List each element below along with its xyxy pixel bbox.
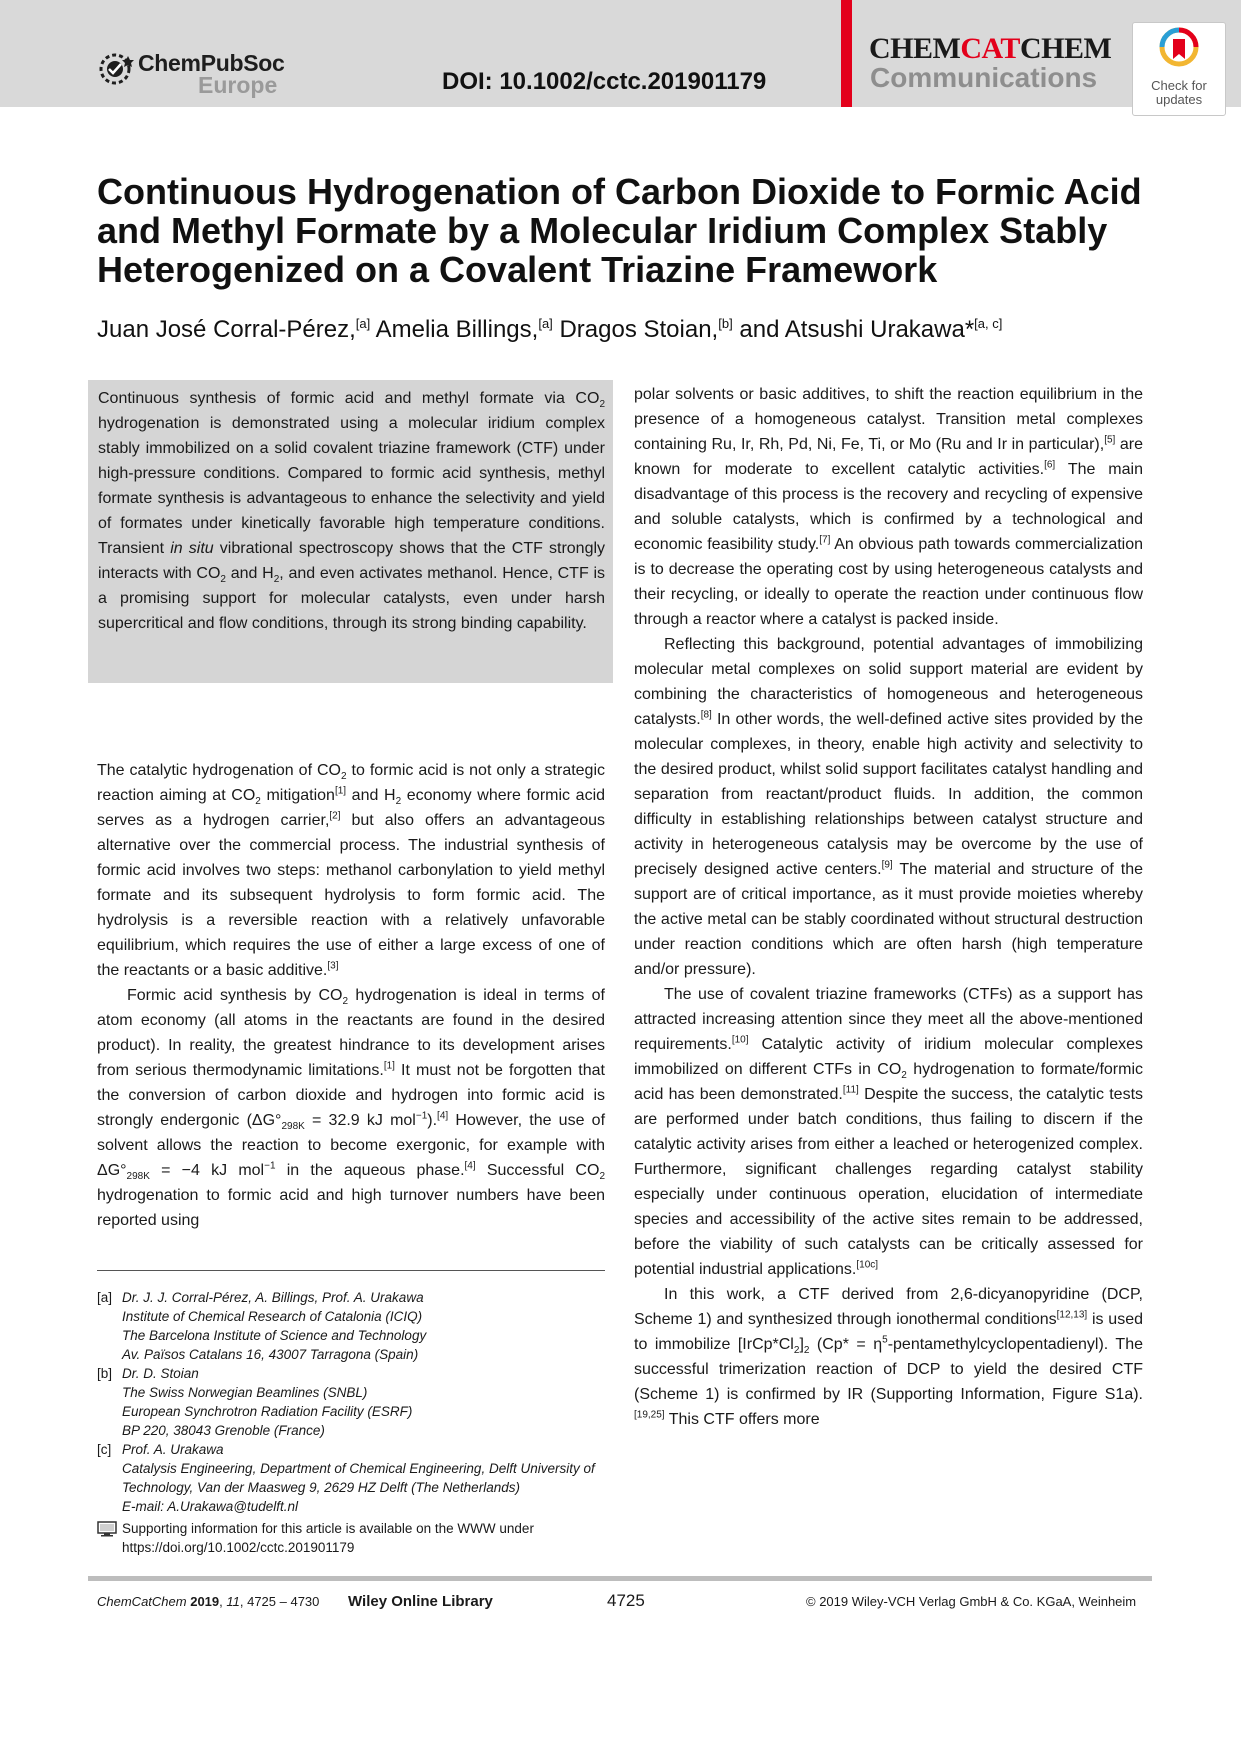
body-text: but also offers an advantageous alternative over the commercial process. The industrial synthesis of formic acid involves two steps: methanol carbonylation to yield methyl formate and its subsequent hydrolysis to form formic acid. The hydrolysis is a reversible reaction with a relatively unfavorable equilibrium, which requires the use of either a large excess of one of the reactants or a basic additive.: [97, 812, 606, 979]
body-text: polar solvents or basic additives, to shift the reaction equilibrium in the presence of a homogeneous catalyst. Transition metal complexes containing Ru, Ir, Rh, Pd, Ni, Fe, Ti, or Mo (Ru and Ir in particular),: [634, 386, 1143, 453]
publisher-name: ChemPubSoc: [138, 50, 285, 76]
affiliation-line: The Barcelona Institute of Science and Technology: [122, 1328, 427, 1343]
footer-year: 2019: [190, 1594, 220, 1609]
body-text: The material and structure of the support are of critical importance, as it must provide moieties whereby the active metal can be stably coordinated without structural destruction under reaction conditions which are often harsh (high temperature and/or pressure).: [634, 861, 1143, 978]
body-paragraph: [634, 982, 1143, 1282]
footer-rule: [88, 1576, 1152, 1581]
subscript: 298K: [281, 1121, 305, 1133]
author-affiliation-mark: [a]: [355, 316, 371, 331]
publisher-logo[interactable]: [98, 48, 288, 98]
author-name: Juan José Corral-Pérez,: [97, 316, 356, 343]
citation-link[interactable]: [19,25]: [634, 1409, 665, 1421]
affiliation-line: Av. Països Catalans 16, 43007 Tarragona (Spain): [122, 1347, 419, 1362]
doi-link[interactable]: DOI: 10.1002/cctc.201901179: [442, 68, 767, 95]
subscript: 2: [599, 1171, 605, 1183]
subscript: 2: [255, 796, 261, 808]
subscript: 2: [803, 1345, 810, 1357]
citation-link[interactable]: [6]: [1044, 459, 1056, 471]
body-text: An obvious path towards commercialization is to decrease the operating cost by using heterogeneous catalysts and their recycling, or ideally to operate the reaction under continuous flow through a reactor where a catalyst is packed inside.: [634, 536, 1144, 628]
body-text: to formic acid is not only a strategic reaction aiming at CO: [97, 762, 606, 804]
superscript: 5: [882, 1334, 888, 1346]
check-updates-line2: updates: [1155, 92, 1203, 107]
body-text: In other words, the well-defined active sites provided by the molecular complexes, in theory, enable high activity and selectivity to the desired product, whilst solid support facilitates catalyst handling and separation from reactant/product fluids. In addition, the common difficulty in establishing relationships between catalyst structure and activity in heterogeneous catalysis may be overcome by the use of precisely designed active centers.: [634, 711, 1143, 878]
author-affiliation-mark: [a]: [538, 316, 553, 331]
footer-citation: ChemCatChem 2019, 11, 4725 – 4730: [97, 1594, 320, 1609]
footer-volume: 11: [226, 1594, 240, 1609]
citation-link[interactable]: [2]: [329, 810, 341, 822]
citation-link[interactable]: [8]: [700, 709, 712, 721]
check-for-updates-button[interactable]: [1132, 22, 1226, 116]
body-paragraph: [97, 983, 605, 1233]
body-text: (Cp* = η: [809, 1336, 883, 1353]
page-number: 4725: [607, 1591, 645, 1610]
citation-link[interactable]: [1]: [383, 1060, 395, 1072]
author-affiliation-mark: [a, c]: [974, 316, 1003, 331]
check-updates-icon: [1159, 27, 1199, 71]
body-text: ]: [799, 1336, 804, 1353]
author-list: [97, 316, 1147, 344]
author-affiliation-mark: [b]: [718, 316, 733, 331]
body-text: Successful CO: [475, 1162, 600, 1179]
body-text: hydrogenation to formic acid and high turnover numbers have been reported using: [97, 1187, 605, 1229]
abstract-text: Continuous synthesis of formic acid and methyl formate via CO: [98, 390, 600, 407]
footer-pages: , 4725 – 4730: [239, 1594, 320, 1609]
citation-link[interactable]: [12,13]: [1056, 1309, 1088, 1321]
body-text: ).: [427, 1112, 438, 1129]
citation-link[interactable]: [1]: [334, 785, 347, 797]
body-text: In this work, a CTF derived from 2,6-dicyanopyridine (DCP, Scheme 1) and synthesized through ionothermal conditions: [634, 1286, 1143, 1328]
affiliation-tag: [c]: [97, 1442, 112, 1457]
affiliation-entry: [97, 1440, 609, 1516]
body-text: However, the use of solvent allows the reaction to become exergonic, for example with ΔG°: [97, 1112, 606, 1179]
body-text: = 32.9 kJ mol: [304, 1112, 416, 1129]
subscript: 2: [395, 796, 402, 808]
citation-link[interactable]: [7]: [819, 534, 831, 546]
computer-icon: [97, 1521, 117, 1537]
check-updates-label: [1133, 79, 1225, 107]
subscript: 2: [901, 1070, 907, 1082]
body-text: = −4 kJ mol: [149, 1162, 265, 1179]
body-text: The main disadvantage of this process is the recovery and recycling of expensive and soluble catalysts, which is confirmed by a technological and economic feasibility study.: [634, 461, 1143, 553]
citation-link[interactable]: [5]: [1104, 434, 1116, 446]
body-text: in the aqueous phase.: [275, 1162, 465, 1179]
abstract-text: , and even activates methanol. Hence, CTF is a promising support for molecular catalysts, even under harsh supercritical and flow conditions, through its strong binding capability.: [98, 565, 606, 632]
chempubsoc-logo-icon: [98, 48, 140, 90]
body-text: Despite the success, the catalytic tests are performed under batch conditions, thus failing to discern if the catalytic activity arises from either a leached or heterogenized complex. Furthermore, significant challenges regarding catalyst stability especially under continuous operation, elucidation of intermediate species and accessibility of the active sites remain to be addressed, before the viability of such catalysts can be critically assessed for potential industrial applications.: [634, 1086, 1144, 1278]
superscript: −1: [264, 1160, 276, 1172]
body-text: Formic acid synthesis by CO: [127, 987, 343, 1004]
affiliation-line: Catalysis Engineering, Department of Chemical Engineering, Delft University of Technology, Van der Maasweg 9, 2629 HZ Delft (The Netherlands): [122, 1461, 595, 1495]
author-name: and Atsushi Urakawa*: [739, 316, 975, 343]
affiliation-divider: [97, 1270, 605, 1271]
citation-link[interactable]: [3]: [327, 960, 339, 972]
body-column-right: [634, 382, 1143, 1432]
body-text: This CTF offers more: [664, 1411, 820, 1428]
body-text: are known for moderate to excellent catalytic activities.: [634, 436, 1143, 478]
body-text: -pentamethylcyclopentadienyl). The successful trimerization reaction of DCP to yield the desired CTF (Scheme 1) is confirmed by IR (Supporting Information, Figure S1a).: [634, 1336, 1144, 1403]
superscript: −1: [415, 1110, 428, 1122]
body-paragraph: [634, 632, 1143, 982]
abstract: [98, 386, 605, 636]
body-paragraph: [634, 382, 1143, 632]
affiliation-line: European Synchrotron Radiation Facility (ESRF): [122, 1404, 413, 1419]
supporting-info-note: [97, 1519, 609, 1557]
journal-highlight: CAT: [960, 32, 1020, 65]
affiliation-entry: [97, 1364, 609, 1440]
copyright-notice: © 2019 Wiley-VCH Verlag GmbH & Co. KGaA, Weinheim: [806, 1594, 1137, 1609]
body-text: economy where formic acid serves as a hydrogen carrier,: [97, 787, 606, 829]
affiliation-tag: [a]: [97, 1290, 113, 1305]
journal-accent-bar: [841, 0, 852, 107]
article-section: Communications: [870, 62, 1098, 93]
footer-journal: ChemCatChem: [97, 1594, 187, 1609]
subscript: 2: [599, 399, 605, 411]
subscript: 2: [220, 574, 226, 586]
body-text: Reflecting this background, potential advantages of immobilizing molecular metal complexes on solid support material are evident by combining the characteristics of homogeneous and heterogeneous catalysts.: [634, 636, 1143, 728]
citation-link[interactable]: [10]: [731, 1034, 749, 1046]
subscript: 2: [273, 574, 280, 586]
subscript: 298K: [126, 1171, 150, 1183]
journal-suffix: CHEM: [1019, 32, 1112, 65]
citation-link[interactable]: [10c]: [856, 1259, 879, 1271]
body-text: and H: [346, 787, 396, 804]
affiliation-tag: [b]: [97, 1366, 113, 1381]
subscript: 2: [342, 996, 349, 1008]
affiliations: [97, 1288, 609, 1557]
body-text: mitigation: [260, 787, 335, 804]
affiliation-line: BP 220, 38043 Grenoble (France): [122, 1423, 325, 1438]
affiliation-entry: [97, 1288, 609, 1364]
body-text: hydrogenation to formate/formic acid has been demonstrated.: [634, 1061, 1143, 1103]
abstract-text: hydrogenation is demonstrated using a molecular iridium complex stably immobilized on a solid covalent triazine framework (CTF) under high-pressure conditions. Compared to formic acid synthesis, methyl formate synthesis is advantageous to enhance the selectivity and yield of formates under kinetically favorable high temperature conditions. Transient: [98, 415, 605, 557]
body-text: The catalytic hydrogenation of CO: [97, 762, 341, 779]
journal-name: [869, 32, 1111, 66]
abstract-text: vibrational spectroscopy shows that the CTF strongly interacts with CO: [98, 540, 606, 582]
abstract-text: and H: [225, 565, 274, 582]
body-text: hydrogenation is ideal in terms of atom economy (all atoms in the reactants are found in the desired product). In reality, the greatest hindrance to its development arises from serious thermodynamic limitations.: [97, 987, 606, 1079]
publisher-region: Europe: [198, 72, 278, 98]
citation-link[interactable]: [4]: [464, 1160, 476, 1172]
email-link[interactable]: E-mail: A.Urakawa@tudelft.nl: [122, 1499, 299, 1514]
check-updates-line1: Check for: [1151, 78, 1207, 93]
body-text: It must not be forgotten that the conversion of carbon dioxide and hydrogen into formic acid is strongly endergonic (ΔG°: [97, 1062, 605, 1129]
body-text: is used to immobilize [IrCp*Cl: [634, 1311, 1143, 1353]
affiliation-line: The Swiss Norwegian Beamlines (SNBL): [122, 1385, 368, 1400]
body-paragraph: [634, 1282, 1143, 1432]
citation-link[interactable]: [11]: [842, 1084, 859, 1096]
body-paragraph: [97, 758, 605, 983]
subscript: 2: [340, 771, 347, 783]
citation-link[interactable]: [4]: [437, 1110, 449, 1122]
abstract-italic: in situ: [170, 540, 214, 557]
citation-link[interactable]: [9]: [881, 859, 893, 871]
affiliation-names: Dr. J. J. Corral-Pérez, A. Billings, Prof. A. Urakawa: [122, 1290, 424, 1305]
author-name: Dragos Stoian,: [559, 316, 719, 343]
affiliation-names: Prof. A. Urakawa: [122, 1442, 224, 1457]
body-text: Catalytic activity of iridium molecular complexes immobilized on different CTFs in CO: [634, 1036, 1143, 1078]
author-name: Amelia Billings,: [375, 316, 539, 343]
body-column-left: [97, 758, 605, 1233]
body-text: The use of covalent triazine frameworks (CTFs) as a support has attracted increasing attention since they meet all the above-mentioned requirements.: [634, 986, 1143, 1053]
journal-prefix: CHEM: [869, 32, 961, 65]
affiliation-names: Dr. D. Stoian: [122, 1366, 199, 1381]
subscript: 2: [793, 1345, 800, 1357]
supporting-info-link[interactable]: Supporting information for this article is available on the WWW under https://doi.org/10.1002/cctc.201901179: [122, 1521, 534, 1555]
article-title: Continuous Hydrogenation of Carbon Dioxide to Formic Acid and Methyl Formate by a Molecular Iridium Complex Stably Heterogenized on a Covalent Triazine Framework: [97, 171, 1142, 290]
affiliation-line: Institute of Chemical Research of Catalonia (ICIQ): [122, 1309, 423, 1324]
wiley-online-library-link[interactable]: Wiley Online Library: [348, 1593, 493, 1610]
